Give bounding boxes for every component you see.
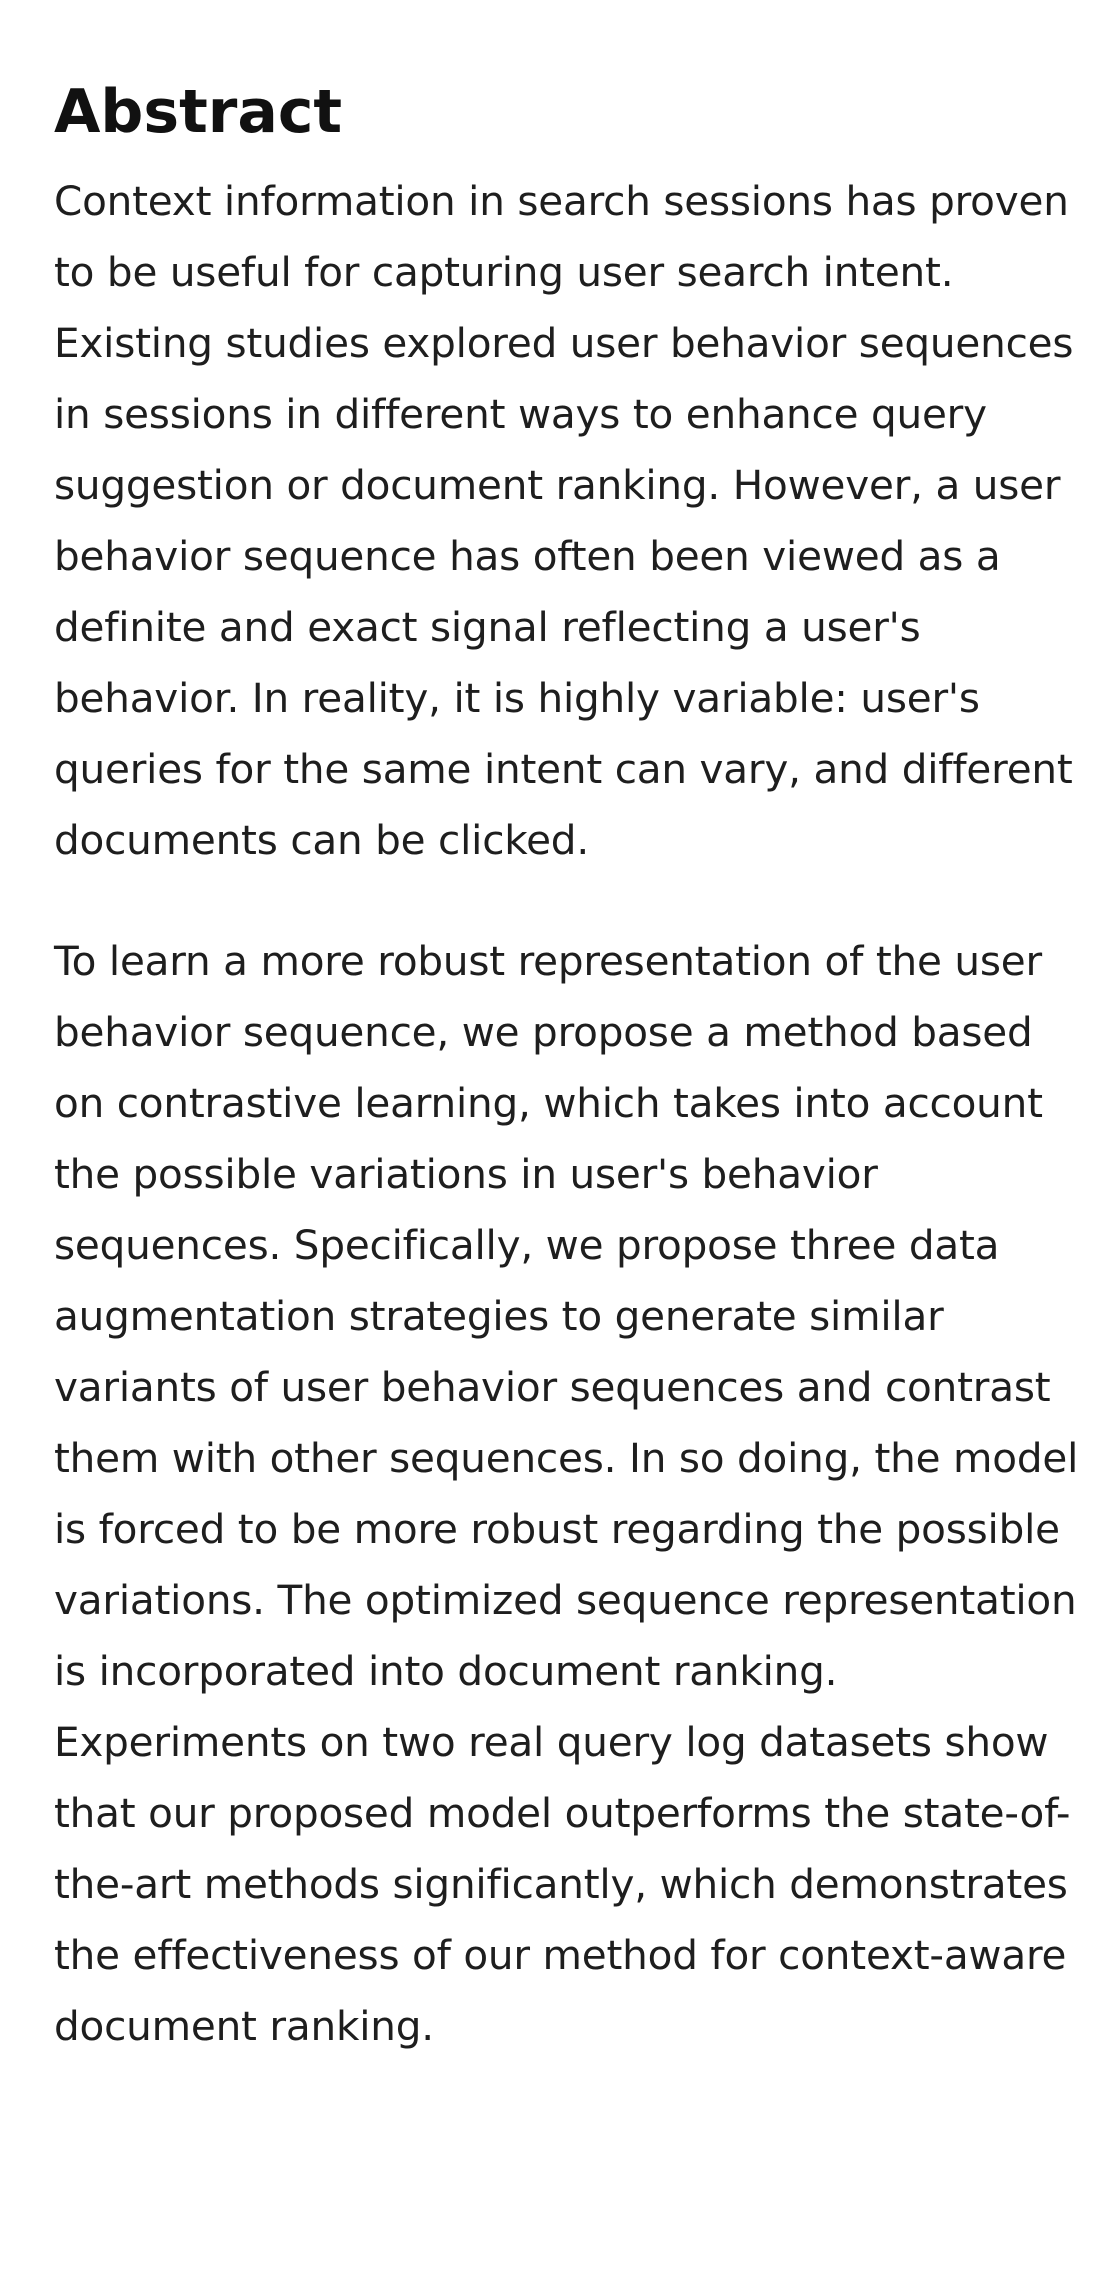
abstract-paragraph-1: Context information in search sessions has proven to be useful for capturing user search intent. Existing studies explored user behavior sequences in sessions in different ways to enhance query suggestion or document ranking. However, a user behavior sequence has often been viewed as a definite and exact signal reflecting a user's behavior. In reality, it is highly variable: user's queries for the same intent can vary, and different documents can be clicked. (54, 177, 1074, 864)
abstract-section (54, 72, 1084, 2062)
abstract-heading: Abstract (54, 77, 343, 147)
abstract-paragraph-2: To learn a more robust representation of the user behavior sequence, we propose a method based on contrastive learning, which takes into account the possible variations in user's behavior sequences. Specifically, we propose three data augmentation strategies to generate similar variants of user behavior sequences and contrast them with other sequences. In so doing, the model is forced to be more robust regarding the possible variations. The optimized sequence representation is incorporated into document ranking. Experiments on two real query log datasets show that our proposed model outperforms the state-of-the-art methods significantly, which demonstrates the effectiveness of our method for context-aware document ranking. (54, 937, 1079, 2050)
